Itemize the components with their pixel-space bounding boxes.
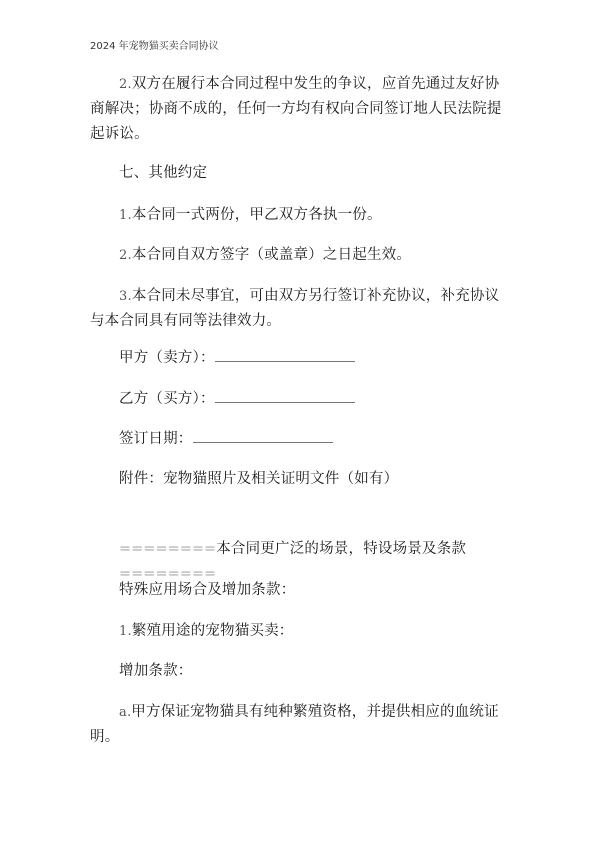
- clause-text: 本合同自双方签字（或盖章）之日起生效。: [131, 247, 412, 263]
- clause-a-text: 甲方保证宠物猫具有纯种繁殖资格，并提供相应的血统证明。: [90, 704, 499, 745]
- item-number: 2.: [119, 77, 132, 92]
- sign-date-line: [119, 427, 539, 452]
- party-a-label: 甲方（卖方）：: [119, 350, 215, 366]
- party-a-signature-line: [119, 346, 539, 371]
- item-number: 2.: [119, 248, 132, 263]
- page-header-title: 2024 年宠物猫买卖合同协议: [90, 41, 219, 52]
- dispute-paragraph: [90, 72, 510, 147]
- clause-item: [90, 284, 510, 334]
- party-a-blank[interactable]: [215, 347, 355, 362]
- item-number: 1.: [119, 208, 132, 223]
- attachment-note: 附件：宠物猫照片及相关证明文件（如有）: [119, 471, 399, 487]
- clause-item: [90, 203, 510, 228]
- section-heading: 七、其他约定: [119, 165, 208, 181]
- party-b-signature-line: [119, 387, 539, 412]
- party-b-label: 乙方（买方）：: [119, 391, 215, 407]
- item-number: 1.: [119, 624, 132, 639]
- special-heading: 特殊应用场合及增加条款：: [119, 582, 296, 598]
- case-1-title: [119, 619, 539, 644]
- divider-left: ========: [119, 541, 217, 557]
- party-b-blank[interactable]: [215, 388, 355, 403]
- sign-date-blank[interactable]: [193, 428, 333, 443]
- dispute-text: 双方在履行本合同过程中发生的争议，应首先通过友好协商解决；协商不成的，任何一方均有权向合同签订地人民法院提起诉讼。: [90, 76, 502, 142]
- divider-right: ========: [119, 566, 217, 582]
- added-terms-heading: 增加条款：: [119, 663, 193, 679]
- clause-a: [90, 700, 510, 750]
- divider-text: 本合同更广泛的场景，特设场景及条款: [216, 541, 467, 557]
- clause-text: 本合同一式两份，甲乙双方各执一份。: [131, 207, 382, 223]
- clause-item: [90, 243, 510, 268]
- clause-text: 本合同未尽事宜，可由双方另行签订补充协议，补充协议与本合同具有同等法律效力。: [90, 288, 500, 329]
- sign-date-label: 签订日期：: [119, 431, 193, 447]
- item-letter: a.: [119, 705, 132, 720]
- item-number: 3.: [119, 289, 132, 304]
- case-1-text: 繁殖用途的宠物猫买卖：: [131, 623, 294, 639]
